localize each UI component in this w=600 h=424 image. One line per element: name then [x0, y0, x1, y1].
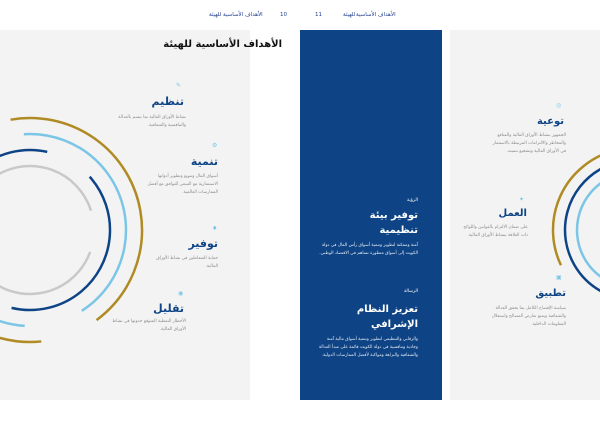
header-page-number-left: 10 — [280, 12, 287, 18]
goal-title-organize: تنظيم — [151, 95, 184, 108]
mission-desc: والرقابي والتنظيمي لتطوير وتنمية أسواق مالية آمنة وجاذبة وتنافسية في دولة الكويت قائمة على مبدأ العدالة والشفافية والنزاهة ومواكبة لأفضل الممارسات الدولية. — [318, 337, 418, 358]
vision-mission-panel — [300, 30, 442, 400]
pen-icon: ✎ — [176, 82, 182, 89]
goal-title-awareness: توعية — [536, 116, 564, 127]
goal-title-apply: تطبيق — [535, 288, 566, 299]
goal-title-provide: توفير — [188, 237, 218, 250]
gear-icon: ⚙ — [212, 142, 218, 149]
vision-title: توفير بيئة تنظيمية — [369, 210, 418, 236]
vision-desc: آمنة وممكنة لتطوير وتنمية أسواق رأس المال في دولة الكويت إلى أسواق متطورة تساهم في الاقتصاد الوطني. — [319, 243, 418, 256]
header-page-number-right: 11 — [315, 12, 322, 18]
page-title: الأهداف الأساسية للهيئة — [163, 39, 282, 50]
goal-title-work: العمل — [498, 208, 527, 219]
goal-title-develop: تنمية — [190, 155, 218, 168]
diamond-icon: ♦ — [212, 225, 218, 232]
decorative-circles-left — [0, 30, 250, 400]
goal-title-reduce: تقليل — [153, 302, 184, 315]
header-title-part-a: للهيئة — [343, 12, 356, 18]
target-icon: ◉ — [178, 290, 184, 297]
goal-desc-work: على ضمان الالتزام بالقوانين واللوائح ذات العلاقة بنشاط الأوراق المالية. — [463, 225, 528, 238]
left-page-panel — [0, 30, 250, 400]
goal-desc-apply: سياسة الإفصاح الكامل بما يحقق العدالة والشفافية ويمنع تعارض المصالح واستغلال المعلومات الداخلية. — [491, 306, 566, 327]
page-header — [0, 0, 600, 30]
mission-tag: الرسالة — [403, 289, 418, 294]
mission-title: تعزيز النظام الإشرافي — [356, 304, 418, 330]
goal-desc-develop: أسواق المال وتنويع وتطوير أدواتها الاستثمارية مع السعي للتوافق مع أفضل الممارسات العالمية. — [147, 174, 218, 195]
awareness-icon: ◎ — [556, 102, 562, 109]
goal-desc-organize: نشاط الأوراق المالية بما يتسم بالعدالة والتنافسية والشفافية. — [118, 115, 186, 128]
work-icon: ✦ — [519, 196, 525, 203]
apply-icon: ▣ — [556, 274, 562, 281]
header-title-part-b: الأهداف الأساسية — [356, 12, 396, 18]
goal-desc-reduce: الأخطار النمطية المتوقع حدوثها في نشاط الأوراق المالية. — [112, 319, 186, 332]
goal-desc-awareness: الجمهور بنشاط الأوراق المالية والمنافع والمخاطر والالتزامات المرتبطة بالاستثمار في الأوراق المالية وتشجيع تنميته. — [492, 133, 566, 154]
vision-tag: الرؤية — [407, 198, 418, 203]
header-title-left: الأهداف الأساسية للهيئة — [209, 12, 263, 18]
goal-desc-provide: حماية المتعاملين في نشاط الأوراق المالية. — [156, 256, 218, 269]
